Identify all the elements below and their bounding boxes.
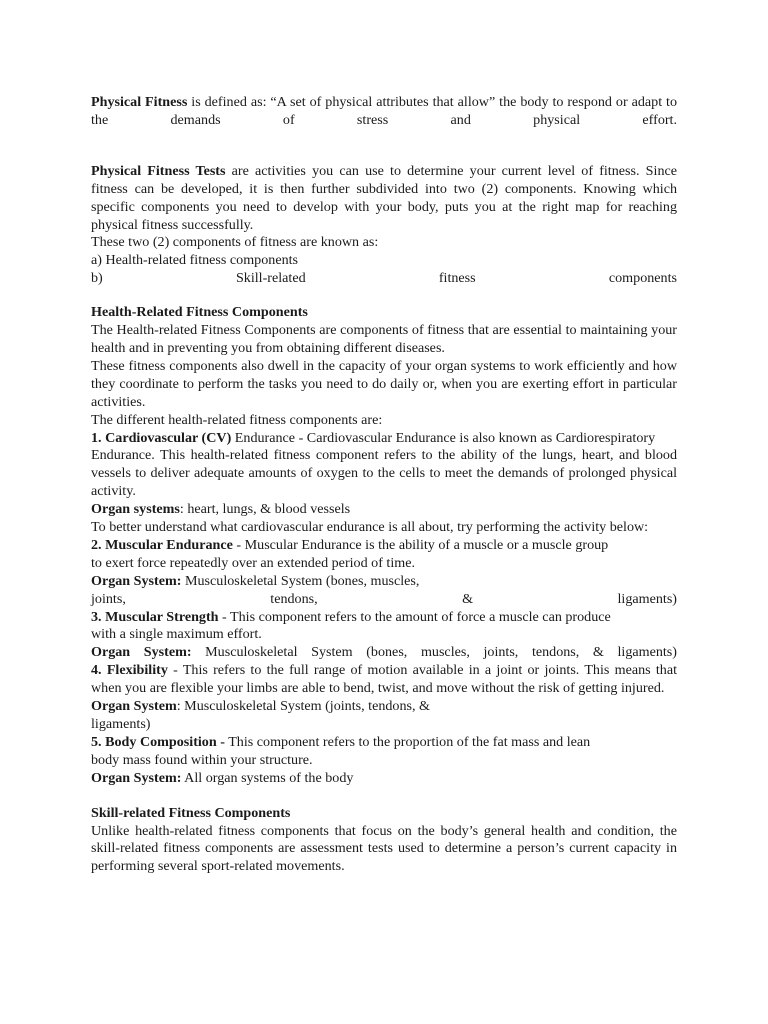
- muscular-endurance-item: [91, 537, 611, 573]
- cardiovascular-organs: [91, 501, 677, 519]
- skill-paragraph-1: Unlike health-related fitness components that focus on the body’s general health and condition, the skill-related fitness components are assessment tests used to determine a person’s current capacity in performing several sport-related movements.: [91, 822, 677, 875]
- organ-text: Musculoskeletal System (bones, muscles,: [181, 572, 420, 589]
- health-paragraph-2: These fitness components also dwell in the capacity of your organ systems to work efficiently and how they coordinate to perform the tasks you need to do daily or, when you are exerting effort in particular activities.: [91, 357, 677, 410]
- skill-heading: [91, 805, 677, 823]
- organ-label: Organ System:: [91, 644, 192, 661]
- fitness-tests-paragraph: [91, 163, 677, 235]
- muscular-strength-item: [91, 609, 611, 645]
- muscular-endurance-term: 2. Muscular Endurance: [91, 536, 233, 553]
- flexibility-item: [91, 662, 677, 698]
- organ-text: All organ systems of the body: [181, 769, 354, 786]
- body-composition-organs: [91, 770, 677, 788]
- flexibility-term: 4. Flexibility: [91, 662, 168, 679]
- muscular-strength-term: 3. Muscular Strength: [91, 608, 219, 625]
- cardiovascular-term: 1. Cardiovascular (CV): [91, 429, 232, 446]
- list-item-b: b) Skill-related fitness components: [91, 270, 677, 287]
- document-page: [91, 94, 677, 876]
- organ-label: Organ System:: [91, 769, 182, 786]
- health-paragraph-3: The different health-related fitness components are:: [91, 411, 383, 428]
- definition-text: is defined as: “A set of physical attributes that allow” the body to respond or adapt to the demands of stress and physical effort.: [91, 94, 678, 128]
- two-components-intro: These two (2) components of fitness are known as:: [91, 234, 379, 251]
- muscular-endurance-organs-cont: joints, tendons, & ligaments): [91, 590, 677, 607]
- cardiovascular-activity-note: To better understand what cardiovascular endurance is all about, try performing the activity below:: [91, 519, 649, 536]
- muscular-strength-organs: [91, 644, 677, 662]
- cardiovascular-description: Endurance. This health-related fitness component refers to the ability of the lungs, heart, and blood vessels to deliver adequate amounts of oxygen to the cells to meet the demands of prolonged physical activity.: [91, 447, 677, 500]
- body-composition-text: This component refers to the proportion of the fat mass and lean body mass found within your structure.: [91, 733, 591, 768]
- health-heading-text: Health-Related Fitness Components: [91, 304, 308, 321]
- physical-fitness-definition: [91, 94, 677, 130]
- muscular-strength-text: - This component refers to the amount of force a muscle can produce with a single maximum effort.: [91, 608, 611, 643]
- cardiovascular-item: [91, 430, 677, 448]
- term-physical-fitness: Physical Fitness: [91, 94, 188, 110]
- body-composition-item: [91, 734, 611, 770]
- tests-text: are activities you can use to determine your current level of fitness. Since fitness can be developed, it is then further subdivided into two (2) components. Knowing which specific components you need to develop with your body, puts you at the right map for reaching physical fitness successfully.: [91, 162, 677, 233]
- body-composition-term: 5. Body Composition -: [91, 733, 225, 750]
- skill-heading-text: Skill-related Fitness Components: [91, 804, 291, 821]
- list-item-a: a) Health-related fitness components: [91, 252, 299, 269]
- cardiovascular-text: Endurance - Cardiovascular Endurance is also known as Cardiorespiratory: [231, 429, 656, 446]
- flexibility-text: - This refers to the full range of motion available in a joint or joints. This means that when you are flexible your limbs are able to bend, twist, and move without the risk of getting injured.: [91, 662, 677, 697]
- organ-label: Organ System:: [91, 572, 182, 589]
- organ-text: Musculoskeletal System (bones, muscles, joints, tendons, & ligaments): [191, 644, 677, 661]
- organ-label: Organ System: [91, 698, 177, 715]
- organ-text: : heart, lungs, & blood vessels: [179, 501, 351, 518]
- muscular-endurance-organs: [91, 573, 677, 591]
- organ-text: : Musculoskeletal System (joints, tendons, & ligaments): [91, 698, 431, 732]
- flexibility-organs: [91, 698, 461, 734]
- term-fitness-tests: Physical Fitness Tests: [91, 162, 226, 179]
- health-paragraph-1: The Health-related Fitness Components are components of fitness that are essential to maintaining your health and in preventing you from obtaining different diseases.: [91, 322, 677, 356]
- muscular-endurance-text: - Muscular Endurance is the ability of a muscle or a muscle group to exert force repeatedly over an extended period of time.: [91, 536, 609, 571]
- health-heading: [91, 304, 677, 322]
- organ-label: Organ systems: [91, 501, 180, 518]
